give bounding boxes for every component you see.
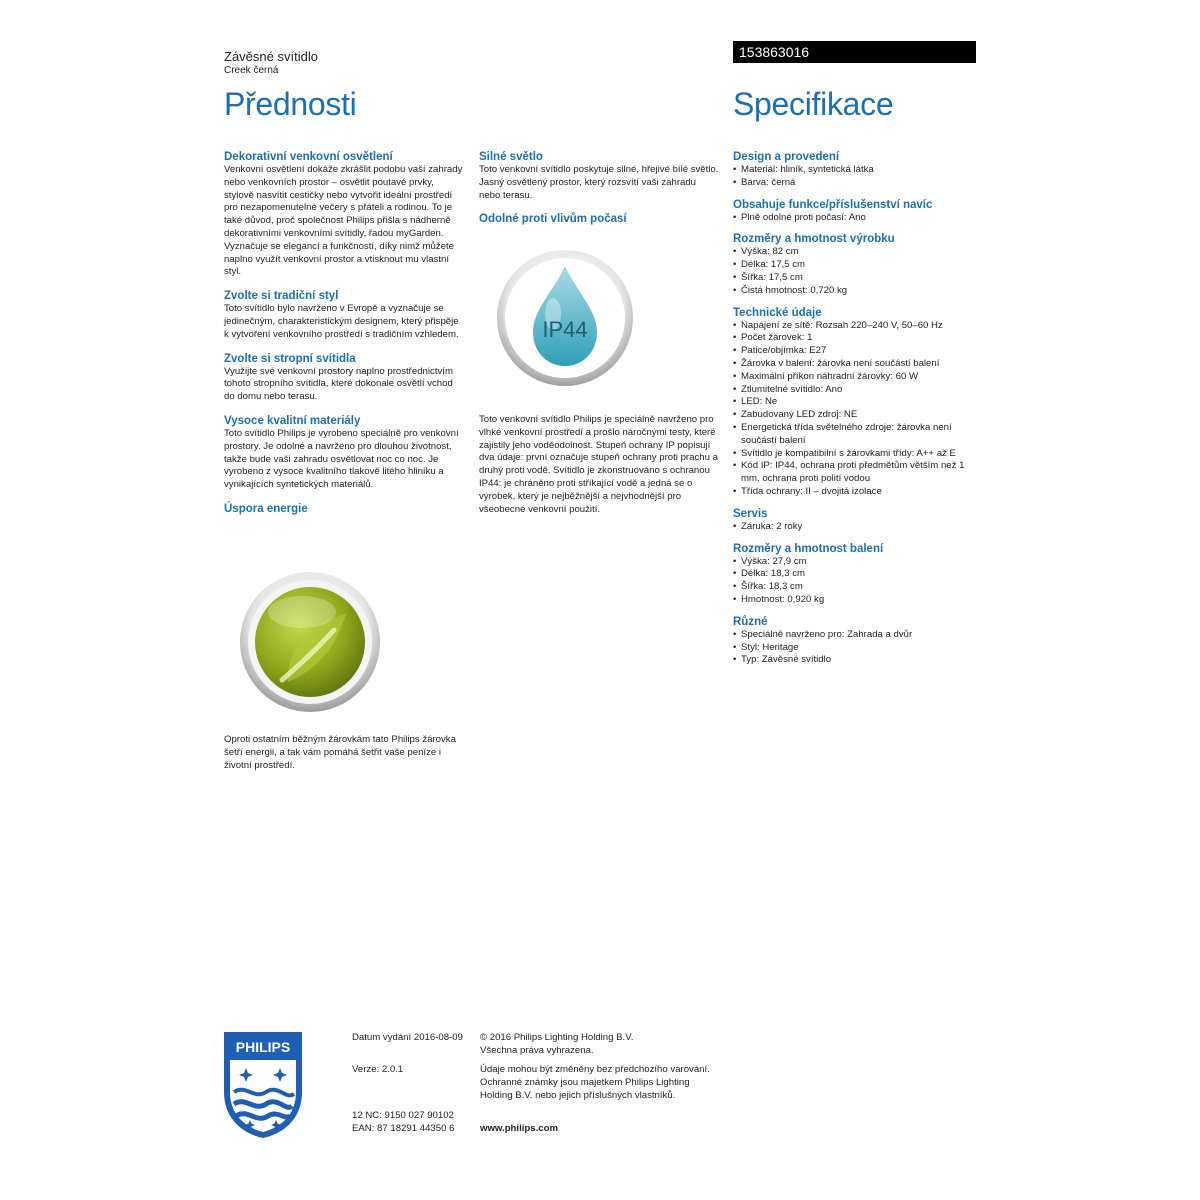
spec-service [733, 507, 983, 534]
spec-item: • Ztlumitelné svítidlo: Ano [733, 384, 983, 397]
feature-ceiling [224, 352, 464, 404]
website-link[interactable]: www.philips.com [480, 1123, 559, 1134]
spec-item: • Barva: černá [733, 177, 983, 190]
spec-item: • Energetická třída světelného zdroje: žárovka není součástí balení [733, 422, 983, 448]
feature-decorative [224, 150, 464, 279]
spec-item: • Žárovka v balení: žárovka není součástí balení [733, 358, 983, 371]
spec-item: • Šířka: 18,3 cm [733, 581, 983, 594]
spec-item: • Patice/objímka: E27 [733, 345, 983, 358]
feature-text: Toto svítidlo bylo navrženo v Evropě a vyznačuje se jedinečným, charakteristickým designem, který přispěje k vytvoření venkovního prostředí s tradičním vzhledem. [224, 303, 459, 340]
spec-title: Design a provedení [733, 151, 840, 163]
features-column-1 [224, 150, 464, 516]
spec-title: Různé [733, 615, 768, 628]
feature-traditional [224, 289, 464, 341]
spec-title: Obsahuje funkce/příslušenství navíc [733, 198, 933, 211]
spec-item: • Zabudovaný LED zdroj: NE [733, 409, 983, 422]
spec-list [733, 246, 983, 297]
spec-list [733, 212, 983, 225]
feature-text: Toto svítidlo Philips je vyrobeno speciálně pro venkovní prostory. Je odolné a navrženo pro dlouhou životnost, takže bude vaši zahradu osvětlovat noc co noc. Je vyrobeno z vysoce kvalitního tlakově litého hliníku a vynikajících syntetických materiálů. [224, 427, 459, 491]
spec-item: • Záruka: 2 roky [733, 521, 983, 534]
spec-item: • Svítidlo je kompatibilní s žárovkami třídy: A++ až E [733, 448, 983, 461]
spec-technical [733, 306, 983, 499]
spec-list [733, 521, 983, 534]
spec-item: • Délka: 17,5 cm [733, 259, 983, 272]
spec-list [733, 164, 983, 190]
philips-shield-logo [222, 1030, 304, 1140]
specs-heading: Specifikace [733, 86, 894, 122]
issue-date: Datum vydání 2016-08-09 [352, 1032, 463, 1043]
disclaimer: Údaje mohou být změněny bez předchozího varování. Ochranné známky jsou majetkem Philips Lighting Holding B.V. nebo jejich příslušných vlastníků. [480, 1064, 710, 1101]
feature-title: Zvolte si tradiční styl [224, 290, 339, 303]
spec-item: • Třída ochrany: II – dvojitá izolace [733, 486, 983, 499]
spec-extras [733, 198, 983, 225]
specifications-column [733, 150, 983, 675]
spec-item: • Typ: Závěsné svítidlo [733, 654, 983, 667]
feature-text: Venkovní osvětlení dokáže zkrášlit podobu vaší zahrady nebo venkovních prostor – osvětlit poutavé prvky, stylově nasvítit cestičky nebo vytvořit ideální prostředí pro nezapomenutelné večery s přáteli a rodinou. To je také důvod, proč společnost Philips přišla s nádherně dekorativními venkovními svítidly, řadou myGarden. Vyznačuje se elegancí a funkčností, díky nimž můžete naplno využít venkovní prostor a vtisknout mu vlastní styl. [224, 164, 463, 278]
feature-materials [224, 414, 464, 492]
philips-logo-text: PHILIPS [235, 1039, 291, 1055]
spec-list [733, 320, 983, 499]
benefits-heading: Přednosti [224, 86, 357, 122]
spec-item: • Výška: 82 cm [733, 246, 983, 259]
spec-item: • Výška: 27,9 cm [733, 556, 983, 569]
spec-design [733, 150, 983, 190]
spec-item: • Materiál: hliník, syntetická látka [733, 164, 983, 177]
spec-item: • Šířka: 17,5 cm [733, 272, 983, 285]
spec-item: • Speciálně navrženo pro: Zahrada a dvůr [733, 629, 983, 642]
nc-number: 12 NC: 9150 027 90102 [352, 1110, 454, 1121]
spec-list [733, 556, 983, 607]
spec-item: • Plně odolné proti počasí: Ano [733, 212, 983, 225]
spec-title: Rozměry a hmotnost balení [733, 542, 884, 555]
features-column-2 [479, 150, 719, 226]
feature-weather-text: Toto venkovní svítidlo Philips je speciálně navrženo pro vlhké venkovní prostředí a prošlo náročnými testy, které zajistily jeho voděodolnost. Stupeň ochrany IP popisují dva údaje: první označuje stupeň ochrany proti prachu a druhý proti vodě. Svítidlo je zkonstruováno s ochranou IP44: je chráněno proti stříkající vodě a jedná se o výrobek, který je nejběžnější a nejvhodnější pro všeobecné venkovní použití. [479, 414, 718, 515]
feature-energy-text: Oproti ostatním běžným žárovkám tato Philips žárovka šetří energii, a tak vám pomáhá šetřit vaše peníze i životní prostředí. [224, 734, 456, 771]
ean-number: EAN: 87 18291 44350 6 [352, 1123, 455, 1134]
spec-product-dimensions [733, 232, 983, 297]
spec-item: • Čistá hmotnost: 0,720 kg [733, 285, 983, 298]
ip-rating-label: IP44 [542, 317, 588, 342]
spec-item: • Hmotnost: 0,920 kg [733, 594, 983, 607]
feature-text: Využijte své venkovní prostory naplno prostřednictvím tohoto stropního svítidla, které dokonale osvětlí vchod do domu nebo terasu. [224, 365, 453, 403]
feature-title: Zvolte si stropní svítidla [224, 352, 356, 365]
spec-item: • Délka: 18,3 cm [733, 568, 983, 581]
feature-title: Úspora energie [224, 502, 308, 515]
spec-title: Technické údaje [733, 306, 822, 319]
spec-item: • Maximální příkon náhradní žárovky: 60 W [733, 371, 983, 384]
copyright: © 2016 Philips Lighting Holding B.V. [480, 1032, 634, 1043]
spec-item: • Styl: Heritage [733, 642, 983, 655]
feature-title: Vysoce kvalitní materiály [224, 414, 361, 427]
spec-item: • Napájení ze sítě: Rozsah 220–240 V, 50–60 Hz [733, 320, 983, 333]
water-drop-icon [495, 248, 635, 388]
feature-title: Odolné proti vlivům počasí [479, 213, 627, 226]
spec-list [733, 629, 983, 667]
leaf-icon [238, 570, 382, 714]
feature-title: Silné světlo [479, 151, 543, 163]
version: Verze: 2.0.1 [352, 1064, 404, 1075]
spec-item: • LED: Ne [733, 396, 983, 409]
feature-title: Dekorativní venkovní osvětlení [224, 151, 393, 163]
product-subtitle: Creek černá [224, 65, 279, 76]
product-code-bar: 153863016 [733, 41, 976, 63]
spec-misc [733, 615, 983, 667]
spec-item: • Počet žárovek: 1 [733, 332, 983, 345]
feature-strong-light [479, 150, 719, 202]
feature-text: Toto venkovní svítidlo poskytuje silné, hřejivé bílé světlo. Jasný osvětlený prostor, který rozsvítí vaši zahradu nebo terasu. [479, 164, 719, 201]
spec-item: • Kód IP: IP44, ochrana proti předmětům větším než 1 mm, ochrana proti polití vodou [733, 460, 983, 486]
spec-package-dimensions [733, 542, 983, 607]
rights-reserved: Všechna práva vyhrazena. [480, 1045, 594, 1056]
spec-title: Servis [733, 507, 768, 520]
product-title: Závěsné svítidlo [224, 49, 318, 64]
spec-title: Rozměry a hmotnost výrobku [733, 233, 895, 246]
